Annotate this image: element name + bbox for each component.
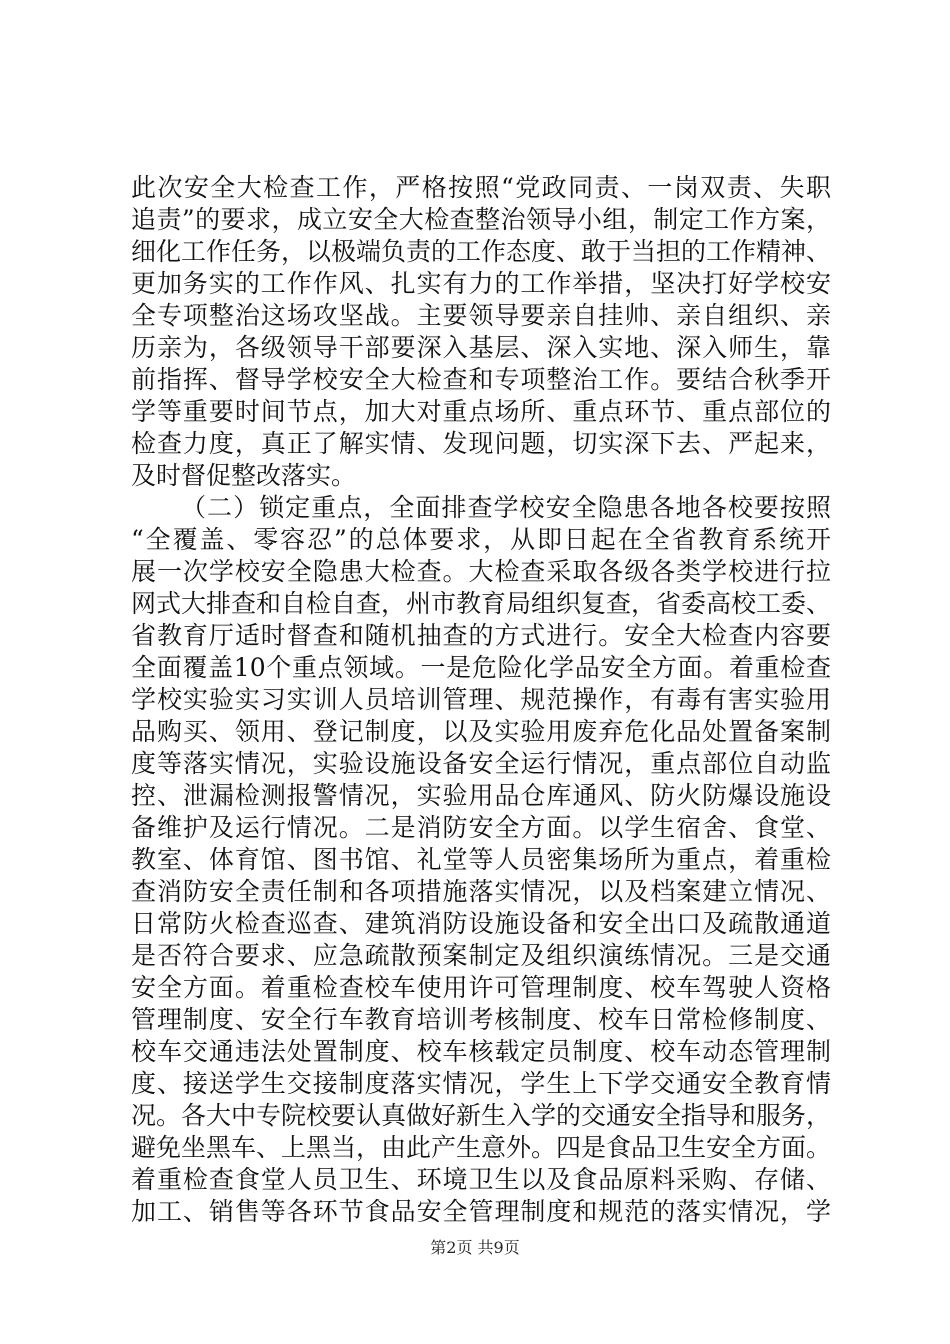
section-heading-line: （二）锁定重点，全面排查学校安全隐患各地各校要按照 <box>181 493 831 522</box>
text-line: 追责”的要求，成立安全大检查整治领导小组，制定工作方案， <box>131 205 831 234</box>
text-line: 校车交通违法处置制度、校车核载定员制度、校车动态管理制 <box>131 1037 831 1066</box>
text-line: 学等重要时间节点，加大对重点场所、重点环节、重点部位的 <box>131 397 831 426</box>
text-line: 避免坐黑车、上黑当，由此产生意外。四是食品卫生安全方面。 <box>131 1133 832 1162</box>
text-line: 控、泄漏检测报警情况，实验用品仓库通风、防火防爆设施设 <box>131 781 831 810</box>
text-line: 加工、销售等各环节食品安全管理制度和规范的落实情况，学 <box>131 1197 831 1226</box>
text-line: 细化工作任务，以极端负责的工作态度、敢于当担的工作精神、 <box>131 237 832 266</box>
text-line: 日常防火检查巡查、建筑消防设施设备和安全出口及疏散通道 <box>131 909 831 938</box>
text-line: 是否符合要求、应急疏散预案制定及组织演练情况。三是交通 <box>131 941 831 970</box>
text-line: 管理制度、安全行车教育培训考核制度、校车日常检修制度、 <box>131 1005 831 1034</box>
text-line: 度、接送学生交接制度落实情况，学生上下学交通安全教育情 <box>131 1069 831 1098</box>
paragraph-end-line: 及时督促整改落实。 <box>131 461 357 490</box>
text-line: 度等落实情况，实验设施设备安全运行情况，重点部位自动监 <box>131 749 831 778</box>
text-line: 教室、体育馆、图书馆、礼堂等人员密集场所为重点，着重检 <box>131 845 831 874</box>
text-line: 更加务实的工作作风、扎实有力的工作举措，坚决打好学校安 <box>131 269 831 298</box>
text-line: 省教育厅适时督查和随机抽查的方式进行。安全大检查内容要 <box>131 621 831 650</box>
text-line: 展一次学校安全隐患大检查。大检查采取各级各类学校进行拉 <box>131 557 831 586</box>
text-line: 着重检查食堂人员卫生、环境卫生以及食品原料采购、存储、 <box>131 1165 831 1194</box>
text-line: 备维护及运行情况。二是消防安全方面。以学生宿舍、食堂、 <box>131 813 831 842</box>
text-line: 历亲为，各级领导干部要深入基层、深入实地、深入师生，靠 <box>131 333 831 362</box>
text-line: “全覆盖、零容忍”的总体要求，从即日起在全省教育系统开 <box>131 525 831 554</box>
text-line: 查消防安全责任制和各项措施落实情况，以及档案建立情况、 <box>131 877 831 906</box>
text-line: 检查力度，真正了解实情、发现问题，切实深下去、严起来， <box>131 429 831 458</box>
text-line: 网式大排查和自检自查，州市教育局组织复查，省委高校工委、 <box>131 589 832 618</box>
body-text <box>131 172 831 1228</box>
text-line: 况。各大中专院校要认真做好新生入学的交通安全指导和服务， <box>131 1101 832 1130</box>
text-line: 前指挥、督导学校安全大检查和专项整治工作。要结合秋季开 <box>131 365 831 394</box>
text-line: 全专项整治这场攻坚战。主要领导要亲自挂帅、亲自组织、亲 <box>131 301 831 330</box>
text-line: 品购买、领用、登记制度，以及实验用废弃危化品处置备案制 <box>131 717 831 746</box>
text-line: 安全方面。着重检查校车使用许可管理制度、校车驾驶人资格 <box>131 973 831 1002</box>
text-line: 全面覆盖10个重点领域。一是危险化学品安全方面。着重检查 <box>131 653 831 682</box>
page-number-footer: 第2页 共9页 <box>430 1238 520 1257</box>
text-line: 学校实验实习实训人员培训管理、规范操作，有毒有害实验用 <box>131 685 831 714</box>
text-line: 此次安全大检查工作，严格按照“党政同责、一岗双责、失职 <box>131 173 831 202</box>
